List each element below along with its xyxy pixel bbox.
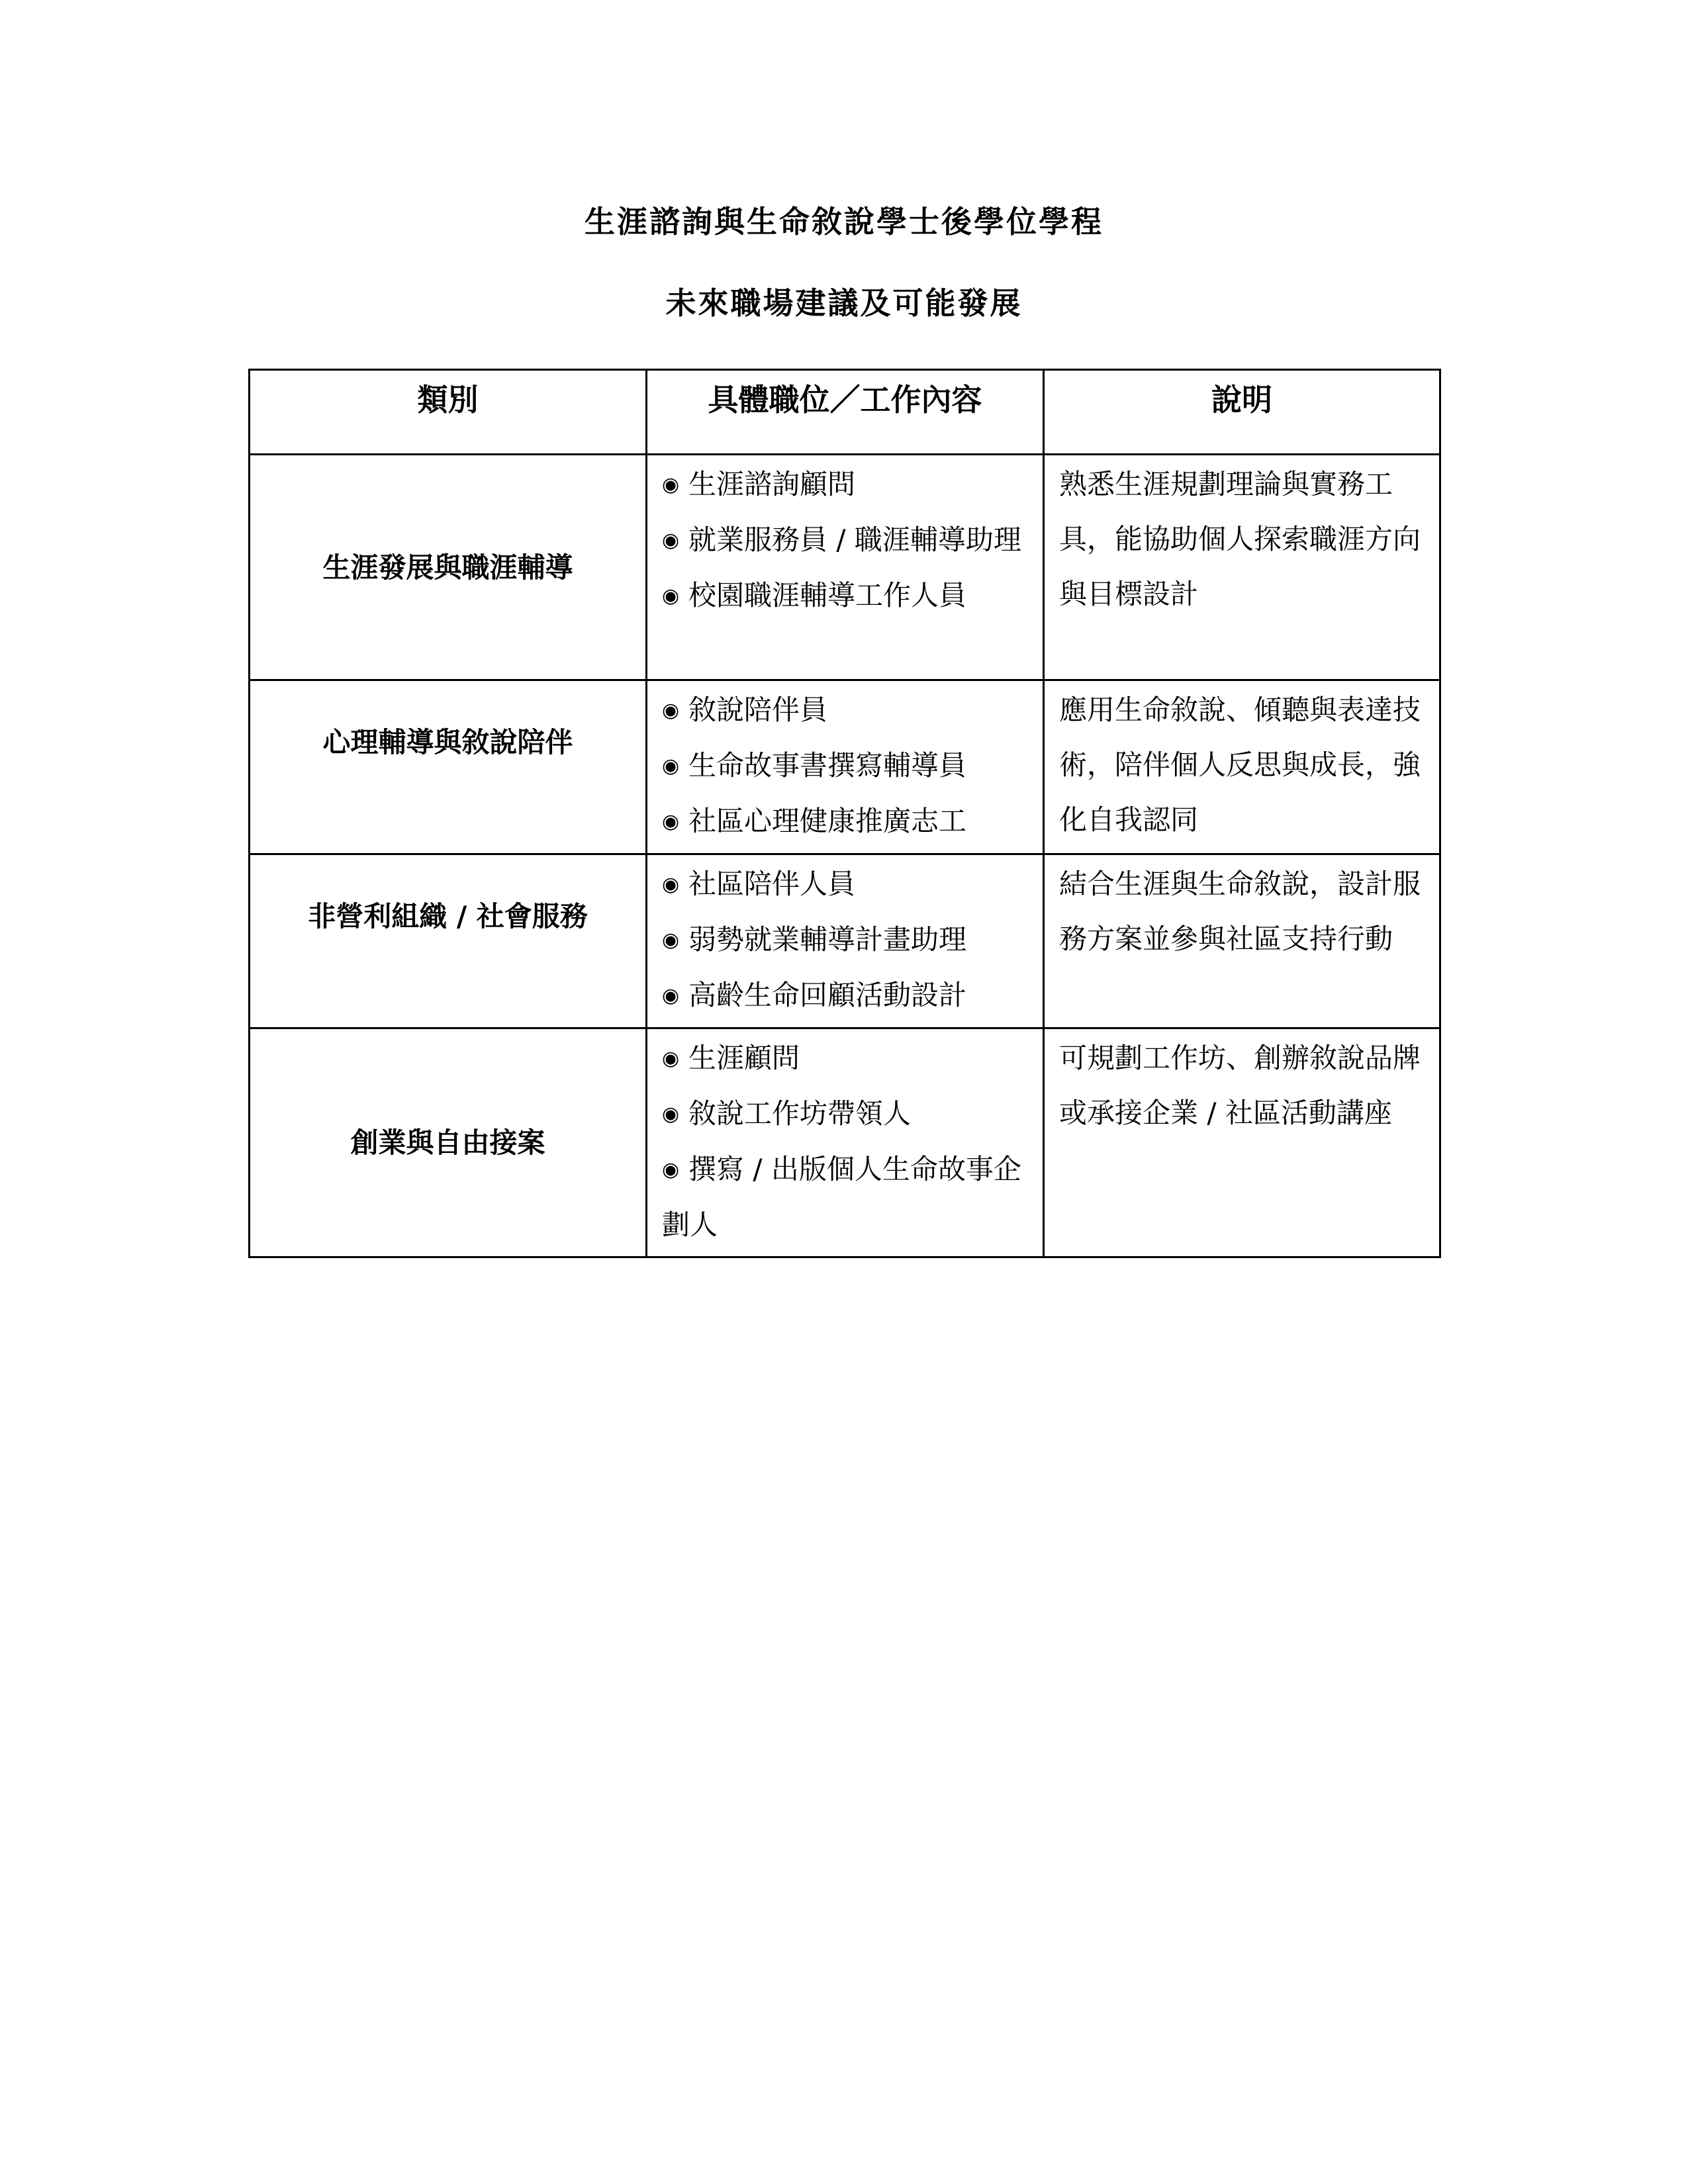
header-category: 類別 xyxy=(250,370,647,455)
radio-bullet-icon: ◉ xyxy=(662,699,680,722)
table-header-row xyxy=(250,370,1440,455)
role-text: 敘說陪伴員 xyxy=(688,694,828,726)
role-item xyxy=(662,794,1031,849)
document-title: 生涯諮詢與生命敘說學士後學位學程 xyxy=(585,204,1103,240)
document-subtitle: 未來職場建議及可能發展 xyxy=(665,285,1023,321)
radio-bullet-icon: ◉ xyxy=(662,810,680,833)
role-text: 生涯諮詢顧問 xyxy=(688,468,856,500)
role-text: 校園職涯輔導工作人員 xyxy=(688,579,967,612)
radio-bullet-icon: ◉ xyxy=(662,529,680,552)
category-label: 非營利組織 / 社會服務 xyxy=(308,899,588,933)
role-item xyxy=(662,968,1031,1023)
role-item xyxy=(662,1030,1031,1086)
radio-bullet-icon: ◉ xyxy=(662,984,680,1007)
role-item xyxy=(662,457,1031,512)
category-cell xyxy=(250,1028,647,1257)
table-row xyxy=(250,455,1440,680)
description-cell: 結合生涯與生命敘說，設計服務方案並參與社區支持行動 xyxy=(1044,854,1440,1028)
table-row xyxy=(250,680,1440,854)
radio-bullet-icon: ◉ xyxy=(662,873,680,896)
career-development-table xyxy=(248,369,1441,1258)
radio-bullet-icon: ◉ xyxy=(662,473,680,496)
role-text: 撰寫 / 出版個人生命故事企劃人 xyxy=(662,1153,1021,1241)
role-text: 生涯顧問 xyxy=(688,1042,800,1074)
category-label: 心理輔導與敘說陪伴 xyxy=(322,725,573,758)
category-label: 創業與自由接案 xyxy=(350,1126,545,1159)
role-text: 敘說工作坊帶領人 xyxy=(688,1097,912,1130)
role-text: 生命故事書撰寫輔導員 xyxy=(688,749,967,782)
role-text: 社區陪伴人員 xyxy=(688,868,856,900)
header-description: 說明 xyxy=(1044,370,1440,455)
table-row xyxy=(250,854,1440,1028)
radio-bullet-icon: ◉ xyxy=(662,1103,680,1126)
roles-cell xyxy=(647,854,1044,1028)
table-row xyxy=(250,1028,1440,1257)
role-item xyxy=(662,568,1031,623)
role-item xyxy=(662,512,1031,568)
role-text: 弱勢就業輔導計畫助理 xyxy=(688,923,967,956)
category-cell xyxy=(250,455,647,680)
description-cell: 應用生命敘說、傾聽與表達技術，陪伴個人反思與成長，強化自我認同 xyxy=(1044,680,1440,854)
role-text: 高齡生命回顧活動設計 xyxy=(688,979,967,1011)
roles-cell xyxy=(647,455,1044,680)
role-item xyxy=(662,912,1031,968)
role-item xyxy=(662,1086,1031,1142)
radio-bullet-icon: ◉ xyxy=(662,754,680,778)
role-item xyxy=(662,1142,1031,1252)
role-item xyxy=(662,738,1031,794)
roles-cell xyxy=(647,680,1044,854)
category-cell xyxy=(250,854,647,1028)
category-cell xyxy=(250,680,647,854)
description-cell: 可規劃工作坊、創辦敘說品牌或承接企業 / 社區活動講座 xyxy=(1044,1028,1440,1257)
header-roles: 具體職位／工作內容 xyxy=(647,370,1044,455)
radio-bullet-icon: ◉ xyxy=(662,1158,680,1181)
roles-cell xyxy=(647,1028,1044,1257)
category-label: 生涯發展與職涯輔導 xyxy=(322,551,573,584)
role-text: 就業服務員 / 職涯輔導助理 xyxy=(688,523,1021,556)
radio-bullet-icon: ◉ xyxy=(662,929,680,952)
role-item xyxy=(662,682,1031,738)
radio-bullet-icon: ◉ xyxy=(662,584,680,608)
radio-bullet-icon: ◉ xyxy=(662,1047,680,1070)
role-text: 社區心理健康推廣志工 xyxy=(688,805,967,837)
description-cell: 熟悉生涯規劃理論與實務工具，能協助個人探索職涯方向與目標設計 xyxy=(1044,455,1440,680)
role-item xyxy=(662,856,1031,912)
